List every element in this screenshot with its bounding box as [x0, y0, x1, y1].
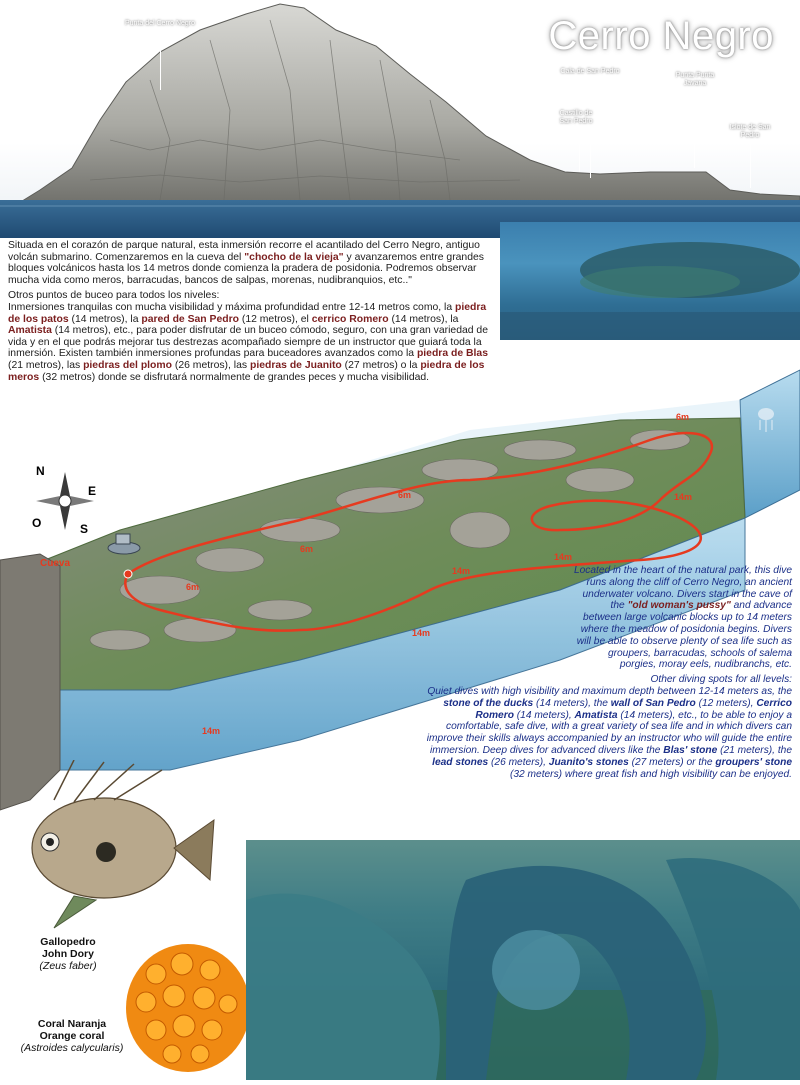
text: (14 meters),	[516, 709, 572, 721]
text: (12 metros), el	[241, 313, 309, 325]
dive-site: piedras de Juanito	[249, 359, 342, 371]
species-name-es: Gallopedro	[40, 936, 96, 948]
dive-site: piedra de los meros	[8, 359, 485, 383]
paragraph	[420, 674, 792, 780]
species-orange-coral	[4, 1018, 140, 1054]
dive-site: Amatista	[574, 709, 618, 721]
text: (21 metros), las	[8, 359, 81, 371]
callout-cala-san-pedro: Cala de San Pedro	[560, 68, 620, 75]
dive-site: piedras del plomo	[83, 359, 172, 371]
callout-castillo-san-pedro: Castillo de San Pedro	[559, 110, 593, 125]
text: (32 metros) donde se disfrutará normalmente de grandes peces y mucha visibilidad.	[42, 371, 430, 383]
highlight: "old woman's pussy"	[627, 600, 731, 612]
text: (27 meters) or the	[631, 756, 713, 768]
text: (14 meters), etc., to be able to enjoy a comfortable, safe dive, with a great variety of sea life and in which divers can improve their skills always accompanied by an instructor who will guide the entire immersion. Deep dives for advanced divers like the	[426, 709, 792, 756]
species-name-es: Coral Naranja	[37, 1018, 107, 1030]
text: Situada en el corazón de parque natural, esta inmersión recorre el acantilado del Cerro Negro, antiguo volcán submarino. Comenzaremos en la cueva del	[8, 240, 480, 263]
text: Inmersiones tranquilas con mucha visibilidad y máxima profundidad entre 12-14 metros como, la	[8, 301, 453, 313]
highlight: "chocho de la vieja"	[244, 251, 344, 263]
reef-photo	[500, 222, 800, 340]
depth-label: 14m	[452, 566, 471, 576]
paragraph	[8, 240, 502, 286]
dive-site: stone of the ducks	[443, 697, 534, 709]
callout-punta-javana: Punta Punta Javana	[675, 72, 715, 87]
dive-site: Amatista	[8, 325, 52, 337]
text: (12 meters),	[698, 697, 754, 709]
callout-islote-san-pedro: Islote de San Pedro	[729, 124, 771, 139]
text: Other diving spots for all levels:	[650, 674, 792, 686]
text: Quiet dives with high visibility and maximum depth between 12-14 meters as, the	[427, 685, 792, 697]
text: (14 meters), the	[536, 697, 608, 709]
compass-west: O	[32, 516, 42, 530]
depth-label: 14m	[412, 628, 431, 638]
text: (26 meters),	[491, 756, 546, 768]
species-john-dory	[8, 936, 128, 972]
dive-site: piedra de los patos	[8, 301, 487, 325]
text: (26 metros), las	[174, 359, 248, 371]
depth-label: 6m	[398, 490, 412, 500]
john-dory-illustration	[14, 760, 224, 930]
text: (27 metros) o la	[344, 359, 418, 371]
depth-label: 14m	[554, 552, 573, 562]
dive-site: groupers' stone	[715, 756, 792, 768]
callout-punta-cerro-negro: Punta del Cerro Negro	[124, 20, 196, 27]
text: Otros puntos de buceo para todos los niveles:	[8, 290, 220, 302]
compass-rose	[32, 464, 97, 536]
dive-site: Juanito's stones	[548, 756, 629, 768]
depth-label: 14m	[202, 726, 221, 736]
underwater-photo-top	[500, 222, 800, 340]
callout-line	[590, 78, 591, 178]
underwater-photo-bottom	[246, 840, 800, 1080]
depth-label: 14m	[674, 492, 693, 502]
species-name-en: Orange coral	[39, 1030, 105, 1042]
orange-coral-illustration	[116, 934, 256, 1080]
compass-north: N	[36, 464, 45, 478]
text: (14 metros), la	[391, 313, 459, 325]
depth-label: 6m	[676, 412, 690, 422]
dive-site: Blas' stone	[663, 744, 718, 756]
dive-site: wall of San Pedro	[610, 697, 696, 709]
coral-icon	[116, 934, 256, 1080]
dive-site: Cerrico Romero	[475, 697, 792, 721]
callout-line	[160, 30, 161, 90]
dive-site: piedra de Blas	[416, 348, 488, 360]
callout-line	[579, 138, 580, 172]
species-name-en: John Dory	[42, 948, 94, 960]
compass-east: E	[88, 484, 97, 498]
compass-south: S	[80, 522, 89, 536]
page-title: Cerro Negro	[548, 14, 774, 58]
callout-line	[750, 142, 751, 188]
text: (32 meters) where great fish and high visibility can be enjoyed.	[509, 768, 792, 780]
paragraph	[420, 565, 792, 671]
text: y avanzaremos entre grandes bloques volcánicos hasta los 14 metros donde comienza la pradera de posidonia. Podremos observar mucha vida como meros, barracudas, bancos de salpas, morenas, nudibranquios, etc.."	[8, 251, 484, 286]
text: Located in the heart of the natural park, this dive runs along the cliff of Cerro Negro, an ancient underwater volcano. Divers start in the cave of the	[573, 565, 792, 612]
description-english	[420, 565, 792, 783]
species-scientific: (Zeus faber)	[39, 960, 97, 972]
dive-site: cerrico Romero	[311, 313, 389, 325]
text: (14 metros), la	[71, 313, 139, 325]
text: and advance between large volcanic blocks up to 14 meters where the meadow of posidonia begins. Divers will be able to observe plenty of sea life such as groupers, barracudas, schools of salema porgies, moray eels, nudibranchs, etc.	[576, 600, 792, 671]
text: (21 meters), the	[720, 744, 792, 756]
text: (14 metros), etc., para poder disfrutar de un buceo cómodo, seguro, con una gran variedad de vida y en el que podrás mejorar tus destrezas acompañado siempre de un instructor que guiará toda la inmersión. Existen también inmersiones profundas para buceadores avanzados como la	[8, 325, 488, 360]
species-scientific: (Astroides calycularis)	[20, 1042, 124, 1054]
dive-site: pared de San Pedro	[141, 313, 239, 325]
callout-line	[694, 92, 695, 168]
depth-label: 6m	[300, 544, 314, 554]
fish-icon	[14, 760, 224, 930]
panorama-photo	[0, 0, 800, 238]
rock-arch-photo	[246, 840, 800, 1080]
depth-label: 6m	[186, 582, 200, 592]
jellyfish-icon	[758, 408, 774, 432]
cave-label: Cueva	[40, 558, 71, 569]
dive-site: lead stones	[432, 756, 489, 768]
